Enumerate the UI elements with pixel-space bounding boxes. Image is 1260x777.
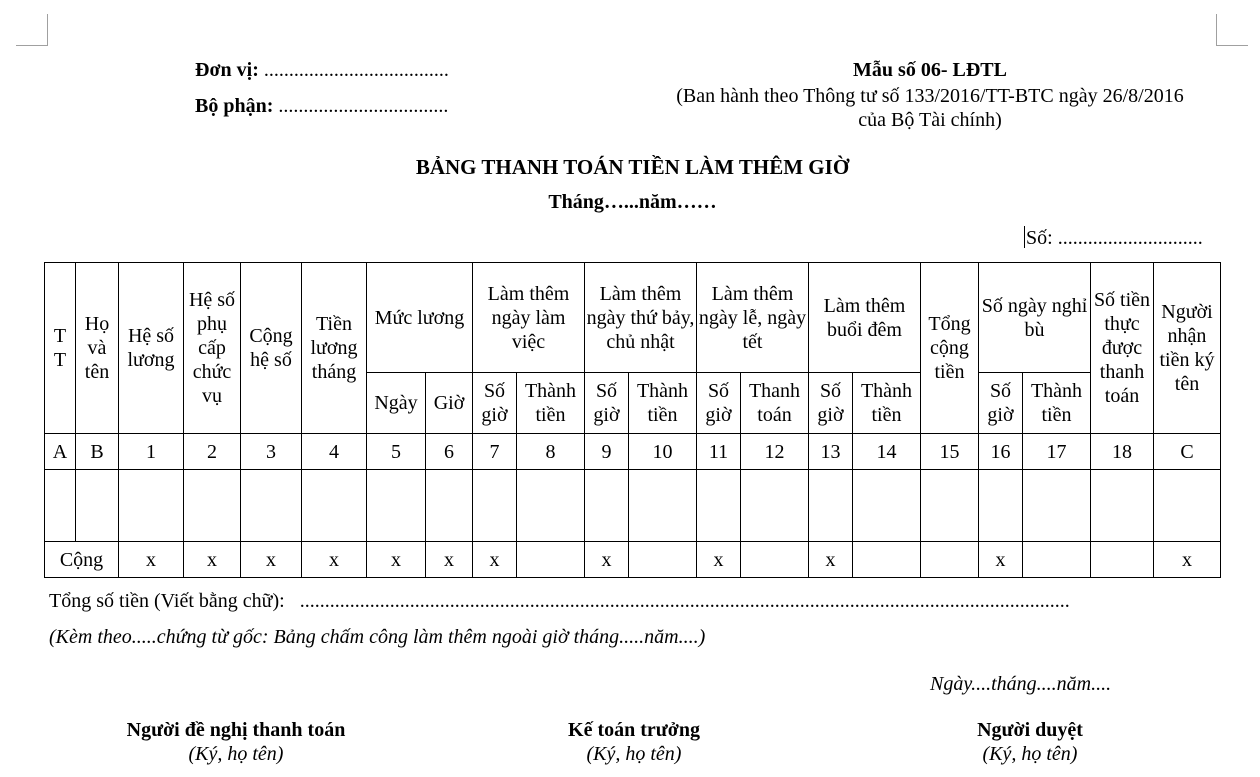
header-he-so-luong: Hệ số lương [119,263,184,434]
total-cell: x [473,542,517,578]
header-so-gio-13: Số giờ [809,373,853,434]
total-cell: x [241,542,302,578]
data-cell[interactable] [184,470,241,542]
data-cell[interactable] [741,470,809,542]
data-cell[interactable] [809,470,853,542]
text-cursor [1024,226,1025,248]
signature-requester [86,718,386,766]
total-cell[interactable] [517,542,585,578]
unit-field[interactable]: ..................................... [258,59,449,81]
header-lt-ngay-le-tet: Làm thêm ngày lễ, ngày tết [697,263,809,373]
total-words-label: Tổng số tiền (Viết bằng chữ): [49,590,285,612]
data-cell[interactable] [697,470,741,542]
index-cell: 4 [302,434,367,470]
number-label: Số: [1026,227,1053,249]
index-cell: 6 [426,434,473,470]
signature-note: (Ký, họ tên) [586,743,682,765]
dept-line [195,94,448,118]
total-cell: x [302,542,367,578]
dept-label: Bộ phận: [195,95,274,117]
index-cell: B [76,434,119,470]
table-row [45,470,1221,542]
total-words-line [49,589,1070,613]
index-cell: 17 [1023,434,1091,470]
index-cell: 16 [979,434,1023,470]
form-issued-line2: của Bộ Tài chính) [858,109,1002,131]
header-so-gio-9: Số giờ [585,373,629,434]
total-row [45,542,1221,578]
data-cell[interactable] [585,470,629,542]
header-so-gio-16: Số giờ [979,373,1023,434]
index-cell: C [1154,434,1221,470]
number-field[interactable]: ............................. [1052,227,1203,249]
index-cell: 14 [853,434,921,470]
index-cell: 9 [585,434,629,470]
data-cell[interactable] [517,470,585,542]
signature-title: Kế toán trưởng [568,719,700,741]
index-cell: 3 [241,434,302,470]
data-cell[interactable] [1023,470,1091,542]
index-cell: 8 [517,434,585,470]
total-cell[interactable] [629,542,697,578]
header-thanh-tien-8: Thành tiền [517,373,585,434]
data-cell[interactable] [1091,470,1154,542]
index-cell: 1 [119,434,184,470]
header-nguoi-nhan-ky: Người nhận tiền ký tên [1154,263,1221,434]
unit-line [195,58,449,82]
header-so-gio-11: Số giờ [697,373,741,434]
index-cell: 11 [697,434,741,470]
signature-note: (Ký, họ tên) [982,743,1078,765]
total-cell[interactable] [1023,542,1091,578]
data-cell[interactable] [629,470,697,542]
data-cell[interactable] [853,470,921,542]
header-muc-luong-gio: Giờ [426,373,473,434]
data-cell[interactable] [1154,470,1221,542]
header-thanh-tien-17: Thành tiền [1023,373,1091,434]
overtime-payment-table [44,262,1221,578]
header-lt-ngay-lam-viec: Làm thêm ngày làm việc [473,263,585,373]
total-cell: x [367,542,426,578]
header-he-so-phu-cap: Hệ số phụ cấp chức vụ [184,263,241,434]
signature-approver [880,718,1180,766]
header-tong-cong-tien: Tổng cộng tiền [921,263,979,434]
data-cell[interactable] [45,470,76,542]
data-cell[interactable] [979,470,1023,542]
header-tien-luong-thang: Tiền lương tháng [302,263,367,434]
data-cell[interactable] [302,470,367,542]
data-cell[interactable] [119,470,184,542]
header-cong-he-so: Cộng hệ số [241,263,302,434]
total-cell: x [809,542,853,578]
document-subtitle: Tháng…...năm…… [548,191,717,213]
index-row [45,434,1221,470]
header-tt: T T [45,263,76,434]
header-ho-ten: Họ và tên [76,263,119,434]
total-cell: x [697,542,741,578]
form-code-block [640,58,1220,132]
total-cell: x [1154,542,1221,578]
header-so-ngay-nghi-bu: Số ngày nghỉ bù [979,263,1091,373]
total-cell[interactable] [1091,542,1154,578]
data-cell[interactable] [921,470,979,542]
header-muc-luong-ngay: Ngày [367,373,426,434]
index-cell: 7 [473,434,517,470]
data-cell[interactable] [76,470,119,542]
header-so-gio-7: Số giờ [473,373,517,434]
header-so-tien-thuc-tt: Số tiền thực được thanh toán [1091,263,1154,434]
index-cell: 5 [367,434,426,470]
total-label: Cộng [45,542,119,578]
header-thanh-tien-14: Thành tiền [853,373,921,434]
total-cell[interactable] [921,542,979,578]
index-cell: 10 [629,434,697,470]
total-cell[interactable] [853,542,921,578]
header-lt-thu-bay-cn: Làm thêm ngày thứ bảy, chủ nhật [585,263,697,373]
page-crop-mark-top-right [1216,14,1248,46]
index-cell: 12 [741,434,809,470]
index-cell: 13 [809,434,853,470]
signature-note: (Ký, họ tên) [188,743,284,765]
total-words-field[interactable]: .......................................................................................................................................................... [294,590,1070,612]
total-cell: x [184,542,241,578]
date-line: Ngày....tháng....năm.... [930,673,1112,695]
header-row-1 [45,263,1221,373]
total-cell: x [585,542,629,578]
index-cell: 2 [184,434,241,470]
unit-label: Đơn vị: [195,59,259,81]
total-cell: x [119,542,184,578]
header-thanh-toan-12: Thanh toán [741,373,809,434]
index-cell: 18 [1091,434,1154,470]
signature-chief-accountant [484,718,784,766]
signature-title: Người đề nghị thanh toán [126,719,346,741]
dept-field[interactable]: .................................. [273,95,449,117]
index-cell: 15 [921,434,979,470]
data-cell[interactable] [426,470,473,542]
number-line [1024,226,1203,250]
header-thanh-tien-10: Thành tiền [629,373,697,434]
index-cell: A [45,434,76,470]
total-cell[interactable] [741,542,809,578]
form-issued-line1: (Ban hành theo Thông tư số 133/2016/TT-BTC ngày 26/8/2016 [676,85,1184,107]
attachments-note: (Kèm theo.....chứng từ gốc: Bảng chấm công làm thêm ngoài giờ tháng.....năm....) [49,626,706,648]
signature-title: Người duyệt [977,719,1083,741]
document-title: BẢNG THANH TOÁN TIỀN LÀM THÊM GIỜ [415,155,850,179]
data-cell[interactable] [473,470,517,542]
form-code: Mẫu số 06- LĐTL [853,59,1007,81]
total-cell: x [979,542,1023,578]
header-muc-luong: Mức lương [367,263,473,373]
page-crop-mark-top-left [16,14,48,46]
header-lt-buoi-dem: Làm thêm buổi đêm [809,263,921,373]
data-cell[interactable] [367,470,426,542]
data-cell[interactable] [241,470,302,542]
total-cell: x [426,542,473,578]
